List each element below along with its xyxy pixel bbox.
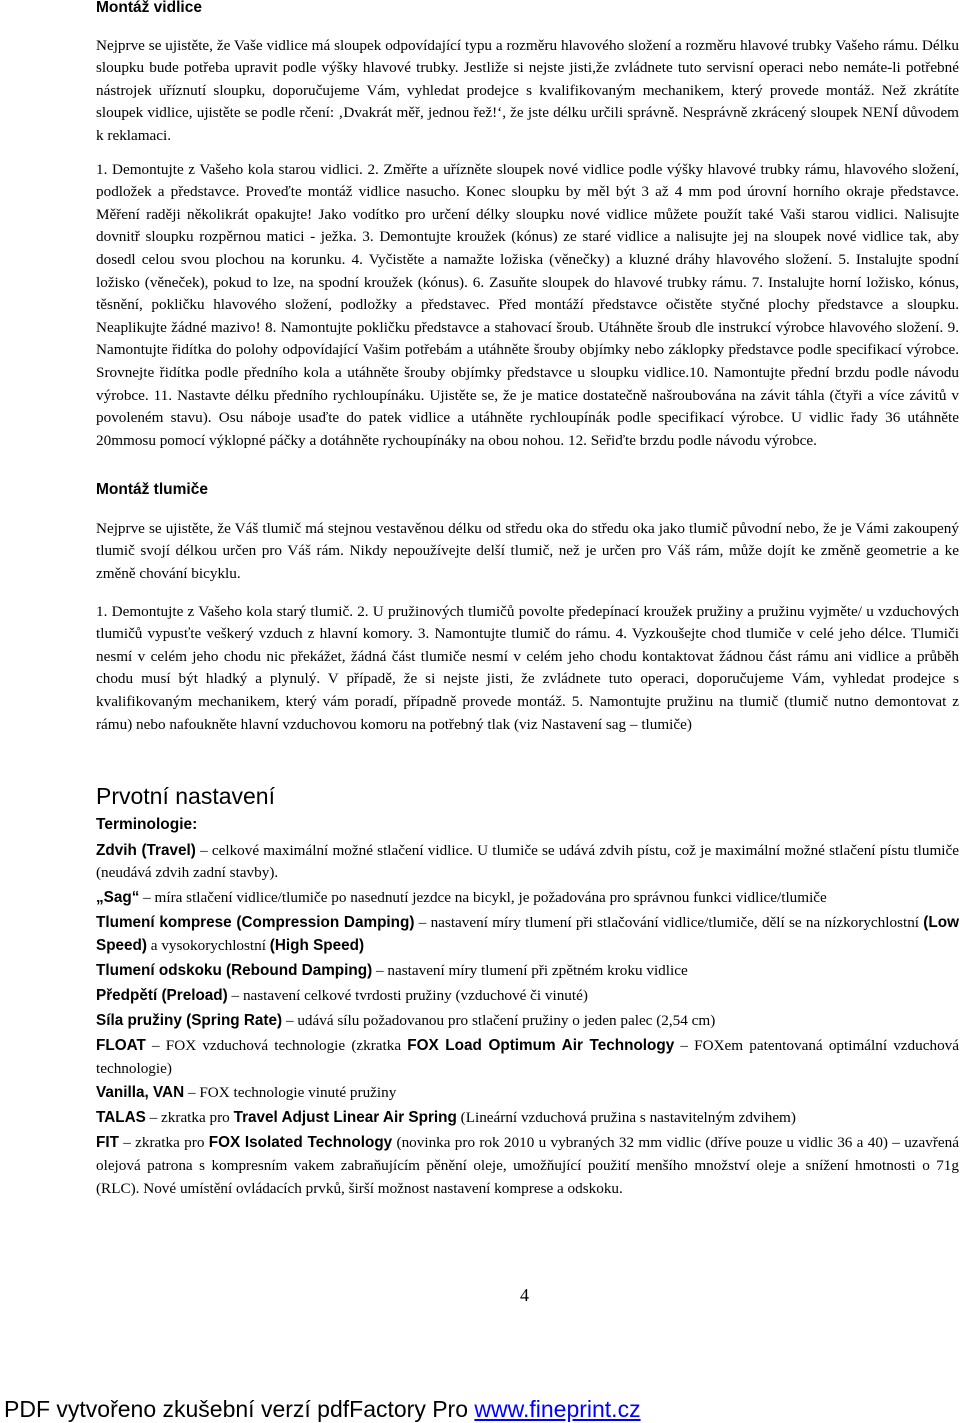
term-definition: – nastavení míry tlumení při stlačování vidlice/tlumiče, dělí se na nízkorychlostní (414, 914, 924, 932)
setup-heading: Prvotní nastavení (96, 783, 275, 810)
term-talas (96, 1107, 959, 1130)
term-high-speed: (High Speed) (269, 936, 365, 954)
term-rebound-damping (96, 960, 959, 983)
page-number: 4 (520, 1285, 529, 1305)
shock-intro-paragraph: Nejprve se ujistěte, že Váš tlumič má stejnou vestavěnou délku od středu oka do středu oka jako tlumič původní nebo, že je Vámi zakoupený tlumič svojí délkou určen pro Váš rám. Nikdy nepoužívejte delší tlumič, než je určen pro Váš rám, může dojít ke změně geometrie a ke změně chování bicyklu. (96, 519, 959, 583)
term-fit (96, 1132, 959, 1200)
term-name: Předpětí (Preload) (96, 986, 228, 1004)
term-name: Tlumení odskoku (Rebound Damping) (96, 961, 373, 979)
shock-steps-paragraph: 1. Demontujte z Vašeho kola starý tlumič. 2. U pružinových tlumičů povolte předepínací kroužek pružiny a pružinu vyjměte/ u vzduchových tlumičů vypusťte veškerý vzduch z hlavní komory. 3. Namontujte tlumič do rámu. 4. Vyzkoušejte chod tlumiče v celé jeho délce. Tlumiči nesmí v celém jeho chodu nic překážet, žádná část tlumiče nesmí v celém jeho chodu kontaktovat žádnou část rámu ani vidlice a průběh chodu musí být hladký a plynulý. V případě, že si nejste jisti, že zvládnete tuto operaci, doporučujeme Vám, vyhledat prodejce s kvalifikovaným mechanikem, který vám poradí, případně provede montáž. 5. Namontujte pružinu na tlumič (tlumič nutno demontovat z rámu) nebo nafoukněte hlavní vzduchovou komoru na potřebný tlak (viz Nastavení sag – tlumiče) (96, 602, 959, 733)
term-definition: – zkratka pro (145, 1109, 234, 1127)
term-definition: – nastavení celkové tvrdosti pružiny (vzduchové či vinuté) (227, 986, 588, 1004)
term-definition: – nastavení míry tlumení při zpětném kroku vidlice (372, 961, 688, 979)
term-name: Tlumení komprese (Compression Damping) (96, 914, 415, 932)
footer-link[interactable]: www.fineprint.cz (474, 1396, 641, 1422)
term-definition: – celkové maximální možné stlačení vidlice. U tlumiče se udává zdvih pístu, což je maximální možné stlačení pístu tlumiče (neudává zdvih zadní stavby). (96, 841, 960, 882)
term-name: TALAS (96, 1109, 146, 1127)
term-definition: – míra stlačení vidlice/tlumiče po nasednutí jezdce na bicykl, je požadována pro správnou funkci vidlice/tlumiče (139, 889, 827, 907)
terminology-label: Terminologie: (96, 816, 198, 834)
term-definition-cont: – FOXem patentovaná optimální vzduchová technologie) (96, 1036, 959, 1077)
term-expansion: FOX Isolated Technology (208, 1134, 393, 1152)
term-float (96, 1035, 959, 1080)
term-name: Vanilla, VAN (96, 1084, 185, 1102)
term-low-speed: (Low Speed) (96, 914, 959, 954)
term-name: FIT (96, 1134, 119, 1152)
fork-heading: Montáž vidlice (96, 0, 202, 16)
footer-text: PDF vytvořeno zkušební verzí pdfFactory Pro (4, 1396, 475, 1422)
fork-steps-paragraph: 1. Demontujte z Vašeho kola starou vidlici. 2. Změřte a uřízněte sloupek nové vidlice podle výšky hlavové trubky rámu, hlavového složení, podložek a představce. Proveďte montáž vidlice nasucho. Konec sloupku by měl být 3 až 4 mm pod úrovní horního okraje představce. Měření raději několikrát opakujte! Jako vodítko pro určení délky sloupku nové vidlice můžete použít také Vaši starou vidlici. Nalisujte dovnitř sloupku rozpěrnou matici - ježka. 3. Demontujte kroužek (kónus) ze staré vidlice a nalisujte jej na sloupek nové vidlice tak, aby dosedl celou svou plochou na korunku. 4. Vyčistěte a namažte ložiska (věnečky) a kluzné dráhy hlavového složení. 5. Instalujte spodní ložisko (věneček), pokud to lze, na spodní kroužek (kónus). 6. Zasuňte sloupek do hlavové trubky rámu. 7. Instalujte horní ložisko, kónus, těsnění, pokličku hlavového složení, podložky a představec. Před montáží představce očistěte styčné plochy představce a sloupku. Neaplikujte žádné mazivo! 8. Namontujte pokličku představce a stahovací šroub. Utáhněte šroub dle instrukcí výrobce hlavového složení. 9. Namontujte řidítka do polohy odpovídající Vašim potřebám a utáhněte šrouby objímky nebo záklopky představce podle specifikací výrobce. Srovnejte řidítka podle předního kola a utáhněte šrouby objímky představce u sloupku vidlice.10. Namontujte přední brzdu podle návodu výrobce. 11. Nastavte délku předního rychloupínáku. Ujistěte se, že je matice dostatečně našroubována na závit táhla (čtyři a více závitů v povoleném stavu). Osu náboje usaďte do patek vidlice a utáhněte rychloupínák podle specifikací výrobce. U vidlic řady 36 utáhněte 20mmosu pomocí výklopné páčky a dotáhněte rychoupínáky na obou nohou. 12. Seřiďte brzdu podle návodu výrobce. (96, 160, 959, 449)
shock-heading: Montáž tlumiče (96, 481, 208, 499)
term-name: Zdvih (Travel) (96, 841, 196, 859)
term-name: „Sag“ (96, 889, 140, 907)
page-content (96, 0, 959, 1203)
term-preload (96, 985, 959, 1008)
term-compression-damping (96, 912, 959, 957)
term-vanilla (96, 1082, 959, 1105)
pdf-footer (4, 1396, 641, 1423)
term-name: FLOAT (96, 1036, 146, 1054)
term-definition-cont: (Lineární vzduchová pružina s nastavitelným zdvihem) (456, 1109, 796, 1127)
term-expansion: Travel Adjust Linear Air Spring (233, 1109, 457, 1127)
term-definition-cont: a vysokorychlostní (147, 936, 270, 954)
term-definition: – FOX vzduchová technologie (zkratka (145, 1036, 408, 1054)
term-expansion: FOX Load Optimum Air Technology (407, 1036, 675, 1054)
term-definition: – zkratka pro (118, 1134, 209, 1152)
term-definition: – udává sílu požadovanou pro stlačení pružiny o jeden palec (2,54 cm) (282, 1011, 716, 1029)
term-definition: – FOX technologie vinuté pružiny (184, 1084, 397, 1102)
term-sag (96, 887, 959, 910)
fork-intro-paragraph: Nejprve se ujistěte, že Vaše vidlice má sloupek odpovídající typu a rozměru hlavového složení a rozměru hlavové trubky Vašeho rámu. Délku sloupku bude potřeba upravit podle výšky hlavové trubky. Jestliže si nejste jisti,že zvládnete tuto servisní operaci nebo nemáte-li potřebné nástrojek uříznutí sloupku, doporučujeme Vám, vyhledat prodejce s kvalifikovaným mechanikem, který provede montáž. Než zkrátíte sloupek vidlice, ujistěte se podle rčení: ‚Dvakrát měř, jednou řež!‘, že jste délku určili správně. Nesprávně zkrácený sloupek NENÍ důvodem k reklamaci. (96, 36, 959, 144)
term-name: Síla pružiny (Spring Rate) (96, 1011, 283, 1029)
term-definition-cont: (novinka pro rok 2010 u vybraných 32 mm vidlic (dříve pouze u vidlic 36 a 40) – uzavřená olejová patrona s kompresním vakem zabraňujícím pěnění oleje, umožňující použití menšího množství oleje a snížení hmotnosti o 71g (RLC). Nové umístění ovládacích prvků, širší možnost nastavení komprese a odskoku. (96, 1134, 959, 1197)
term-spring-rate (96, 1010, 959, 1033)
term-travel (96, 840, 959, 885)
